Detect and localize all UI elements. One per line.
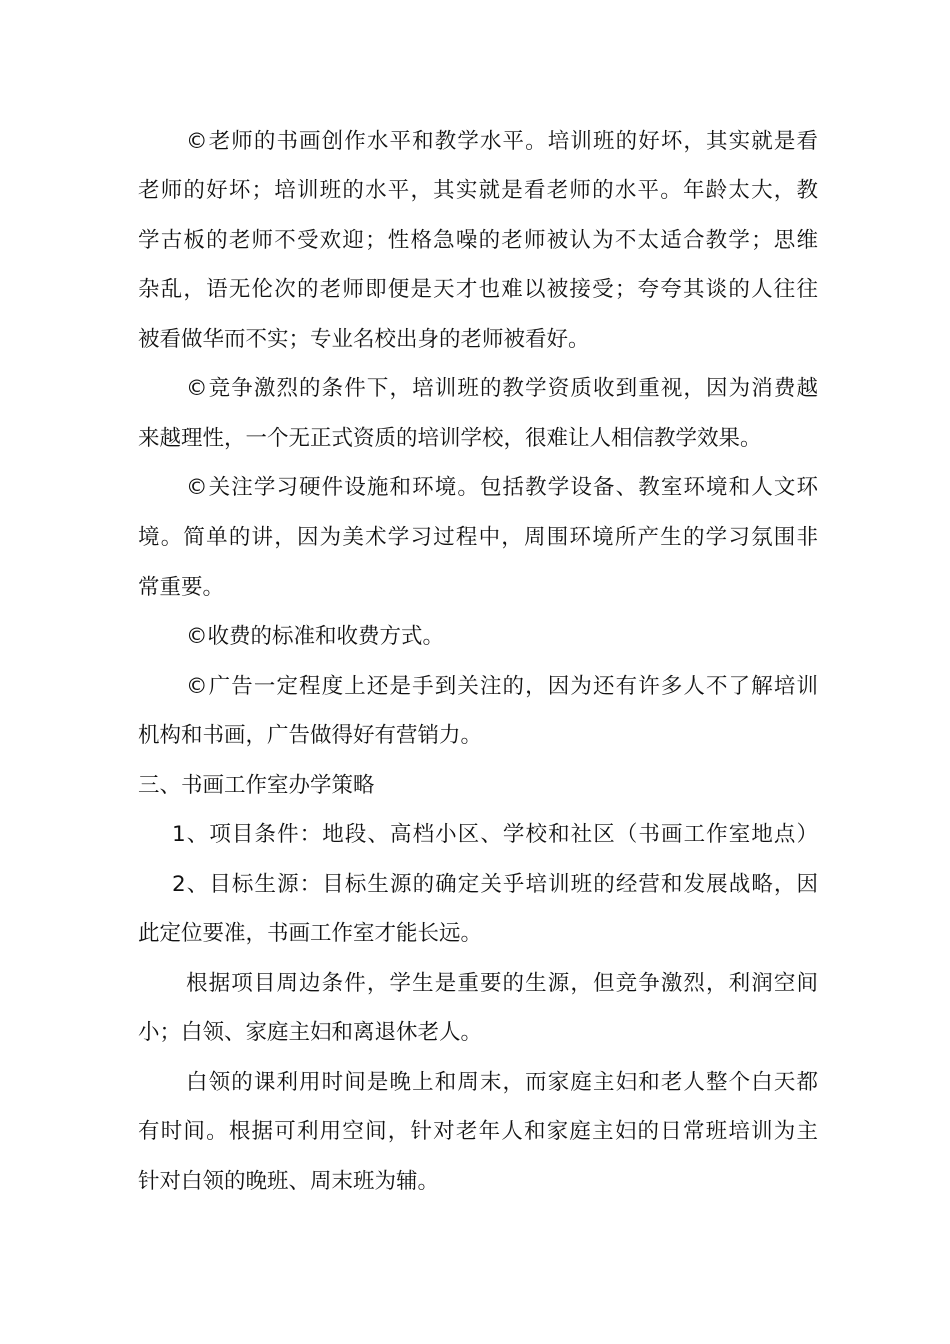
- paragraph-line: 老师的好坏；培训班的水平，其实就是看老师的水平。年龄太大，教: [138, 178, 818, 203]
- list-item-line: 1、项目条件：地段、高档小区、学校和社区（书画工作室地点）: [172, 822, 818, 847]
- paragraph-line: ©广告一定程度上还是手到关注的，因为还有许多人不了解培训: [186, 674, 818, 699]
- paragraph-line: 来越理性，一个无正式资质的培训学校，很难让人相信教学效果。: [138, 426, 762, 451]
- paragraph-line: 有时间。根据可利用空间，针对老年人和家庭主妇的日常班培训为主: [138, 1119, 818, 1144]
- paragraph-line: ©竞争激烈的条件下，培训班的教学资质收到重视，因为消费越: [186, 376, 818, 401]
- paragraph-line: 小；白领、家庭主妇和离退休老人。: [138, 1020, 483, 1045]
- paragraph-line: 白领的课利用时间是晚上和周末，而家庭主妇和老人整个白天都: [186, 1070, 818, 1095]
- paragraph-line: 机构和书画，广告做得好有营销力。: [138, 723, 483, 748]
- paragraph-line: ©老师的书画创作水平和教学水平。培训班的好坏，其实就是看: [186, 129, 818, 154]
- paragraph-line: 根据项目周边条件，学生是重要的生源，但竞争激烈，利润空间: [186, 971, 818, 996]
- paragraph-line: 境。简单的讲，因为美术学习过程中，周围环境所产生的学习氛围非: [138, 525, 818, 550]
- list-item-line: 2、目标生源：目标生源的确定关乎培训班的经营和发展战略，因: [172, 872, 818, 897]
- paragraph-line: ©关注学习硬件设施和环境。包括教学设备、教室环境和人文环: [186, 475, 818, 500]
- paragraph-line: 学古板的老师不受欢迎；性格急噪的老师被认为不太适合教学；思维: [138, 228, 818, 253]
- paragraph-line: 被看做华而不实；专业名校出身的老师被看好。: [138, 327, 590, 352]
- paragraph-line: ©收费的标准和收费方式。: [186, 624, 445, 649]
- section-heading: 三、书画工作室办学策略: [138, 773, 375, 798]
- paragraph-line: 针对白领的晚班、周末班为辅。: [138, 1169, 440, 1194]
- paragraph-line: 此定位要准，书画工作室才能长远。: [138, 921, 483, 946]
- paragraph-line: 常重要。: [138, 575, 225, 600]
- paragraph-line: 杂乱，语无伦次的老师即便是天才也难以被接受；夸夸其谈的人往往: [138, 277, 818, 302]
